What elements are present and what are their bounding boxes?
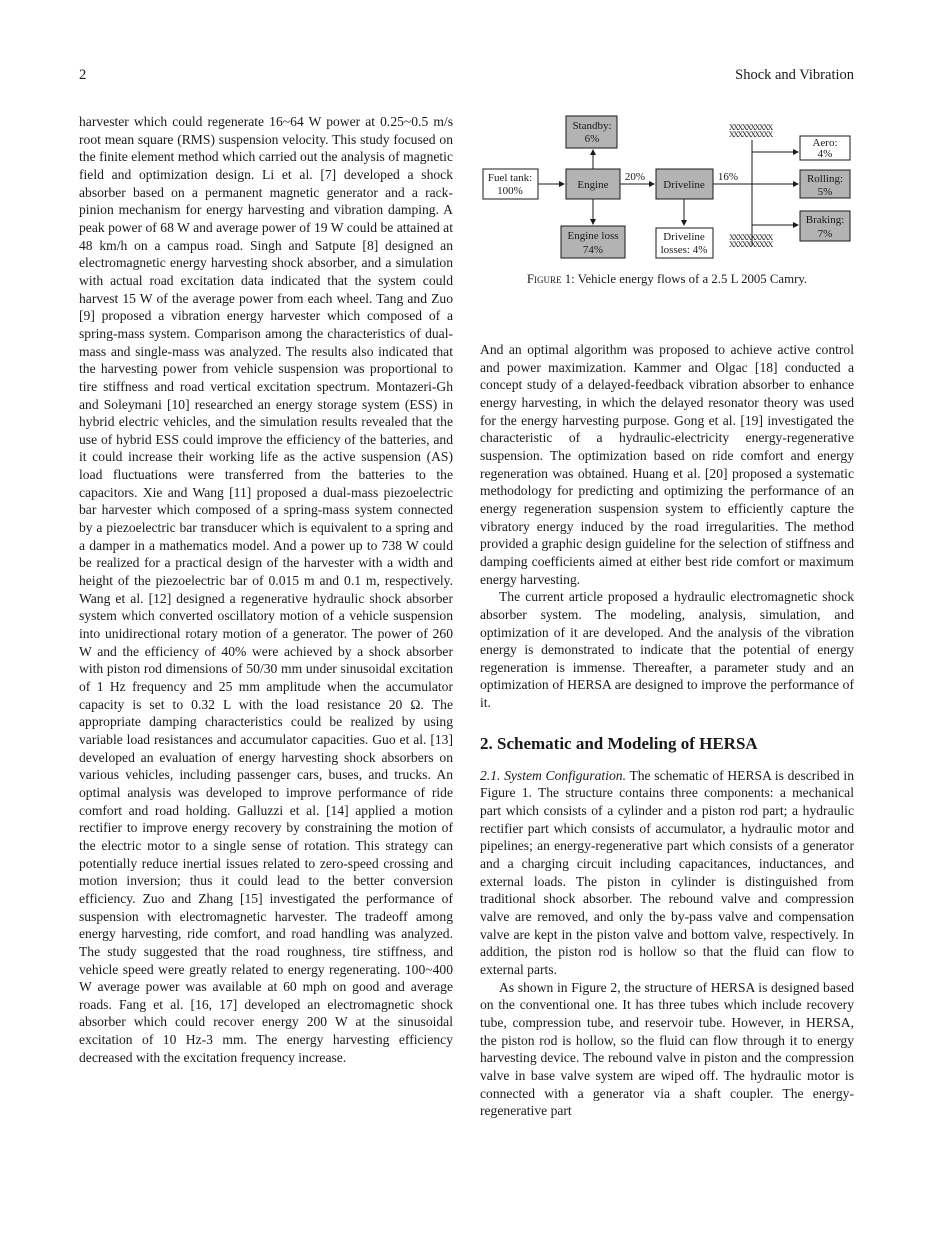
engine-to-driveline-pct: 20% — [624, 171, 646, 183]
hatch-top-icon-2: XXXXXXXXXX — [729, 130, 772, 139]
body-paragraph: And an optimal algorithm was proposed to achieve active control and power maximization. Kammer and Olgac [18] conducted a concept study of a delayed-feedback vibration absorber to enhance energy harvesting, in which the delayed resonator theory was used for the energy harvesting purpose. Gong et al. [19] investigated the characteristic of a hydraulic-electricity energy-regenerative suspension. The optimization based on ride comfort and energy regeneration was obtained. Huang et al. [20] proposed a systematic methodology for predicting and optimizing the performance of an energy regeneration suspension system to efficiently capture the vibratory energy induced by the road irregularities. The method provided a graphic design guideline for the selection of stiffness and damping coefficients aimed at either best ride comfort or maximum energy harvesting. — [480, 342, 854, 587]
hatch-top-icon: XXXXXXXXXX — [729, 123, 772, 132]
left-column — [79, 113, 453, 1066]
hatch-bottom-icon: XXXXXXXXXX — [729, 233, 772, 242]
journal-title: Shock and Vibration — [735, 67, 854, 83]
engine-loss-label: Engine loss — [567, 230, 619, 242]
caption-text: Vehicle energy flows of a 2.5 L 2005 Camry. — [574, 272, 808, 286]
driveline-losses-label: Driveline — [663, 231, 705, 243]
standby-label: Standby: — [572, 120, 612, 132]
figure-1-caption — [480, 272, 854, 287]
rolling-value: 5% — [817, 186, 833, 198]
subsection-body: The schematic of HERSA is described in Figure 1. The structure contains three components: a mechanical part which consists of a cylinder and a piston rod part; a hydraulic rectifier part which consists of accumulator, a hydraulic motor and pipelines; an energy-regenerative part which consists of a generator and a charging circuit including capacitances, inductances, and external loads. The piston in cylinder is distinguished from traditional shock absorber. The rebound valve and compression valve are removed, and only the by-pass valve and compensation valve are kept in the piston valve and bottom valve, respectively. In addition, the piston rod is hollow so that the fluid can flow to external parts. — [480, 767, 854, 977]
fuel-tank-value: 100% — [497, 185, 523, 197]
section-heading: 2. Schematic and Modeling of HERSA — [480, 733, 758, 753]
figure-1 — [480, 112, 854, 298]
subsection-title: 2.1. System Configuration. — [480, 767, 626, 783]
aero-label: Aero: — [812, 137, 838, 149]
body-paragraph: harvester which could regenerate 16~64 W power at 0.25~0.5 m/s root mean square (RMS) suspension velocity. This study focused on the finite element method which carried out the analysis of magnetic field and optimization design. Li et al. [7] developed a shock absorber based on a permanent magnetic generator and a rack-pinion mechanism for energy harvesting and vibration damping. A peak power of 68 W and average power of 19 W could be attained at 48 km/h on a campus road. Singh and Satpute [8] designed an electromagnetic energy harvesting shock absorber, and a simulation with actual road excitation data indicated that the system could harvest 15 W of the average power from each wheel. Tang and Zuo [9] proposed a vibration energy harvester which composed of a spring-mass system. Comparison among the characteristics of dual-mass and single-mass was analyzed. The results also indicated that the harvesting power from vehicle suspension was proportional to tire stiffness and road vertical excitation spectrum. Montazeri-Gh and Soleymani [10] researched an energy storage system (ESS) in hybrid electric vehicles, and the simulation results revealed that the use of hybrid ESS could improve the efficiency of the batteries, and it could increase their working life as the active suspension (AS) load fluctuations were transferred from the batteries to the capacitors. Xie and Wang [11] proposed a dual-mass piezoelectric bar harvester which composed of a spring-mass system connected by a piezoelectric bar transducer which is equivalent to a spring and a damper in a mathematics model. And a power up to 738 W could be realized for a practical design of the harvester with a width and height of the piezoelectric bar of 0.015 m and 0.1 m, respectively. Wang et al. [12] designed a regenerative hydraulic shock absorber system which converted oscillatory motion of a vehicle suspension into unidirectional rotary motion of a generator. The power of 260 W and the efficiency of 40% were achieved by a shock absorber with piston rod dimensions of 50/30 mm under sinusoidal excitation of 1 Hz frequency and 25 mm amplitude when the accumulator capacity is set to 0.32 L with the load resistance 20 Ω. The appropriate damping characteristics could be realized by using variable load resistances and accumulator capacities. Guo et al. [13] developed an evaluation of energy harvesting shock absorbers on various vehicles, including passenger cars, buses, and trucks. An optimal analysis was developed to improve performance of ride comfort and road holding. Galluzzi et al. [14] applied a motion rectifier to improve energy recovery by constraining the motion of the electric motor to a single sense of rotation. This strategy can potentially reduce inertial issues related to zero-speed crossing and motion inversion; thus it could lead to the better conversion efficiency. Zuo and Zhang [15] investigated the performance of suspension with electromagnetic harvester. The tradeoff among energy harvesting, ride comfort, and road handling was analyzed. The study suggested that the road roughness, tire stiffness, and vehicle speed were greatly related to energy regenerating. 100~400 W average power was available at 60 mph on good and average roads. Fang et al. [16, 17] developed an electromagnetic shock absorber which could recover energy 200 W at the sinusoidal excitation of 10 Hz-3 mm. The energy harvesting efficiency decreased with the excitation frequency increase. — [79, 114, 453, 1065]
rolling-label: Rolling: — [806, 173, 844, 185]
body-paragraph — [480, 767, 854, 979]
driveline-label: Driveline — [663, 179, 705, 191]
right-column — [480, 341, 854, 1120]
energy-flow-diagram — [480, 112, 854, 272]
braking-label: Braking: — [805, 214, 845, 226]
body-paragraph: The current article proposed a hydraulic electromagnetic shock absorber system. The modeling, analysis, simulation, and optimization of it are developed. And the analysis of the vibration energy is demonstrated to indicate that the potential of energy regeneration is immense. Thereafter, a parameter study and an optimization of HERSA are designed to improve the performance of it. — [480, 589, 854, 711]
braking-value: 7% — [817, 228, 833, 240]
driveline-out-pct: 16% — [717, 171, 739, 183]
page-number: 2 — [79, 67, 87, 83]
aero-value: 4% — [817, 148, 833, 160]
standby-value: 6% — [584, 133, 600, 145]
driveline-losses-value: losses: 4% — [660, 244, 708, 256]
hatch-bottom-icon-2: XXXXXXXXXX — [729, 240, 772, 249]
body-paragraph: As shown in Figure 2, the structure of HERSA is designed based on the conventional one. It has three tubes which include recovery tube, compression tube, and reservoir tube. However, in HERSA, the piston rod is hollow, so the fluid can flow through it to energy harvesting device. The rebound valve in piston and the compression valve in base valve system are wiped off. The hydraulic motor is connected with a generator via a shaft coupler. The energy-regenerative part — [480, 979, 854, 1119]
caption-label: Figure 1: — [526, 272, 575, 286]
fuel-tank-label: Fuel tank: — [487, 172, 533, 184]
engine-loss-value: 74% — [582, 244, 604, 256]
engine-label: Engine — [577, 179, 609, 191]
